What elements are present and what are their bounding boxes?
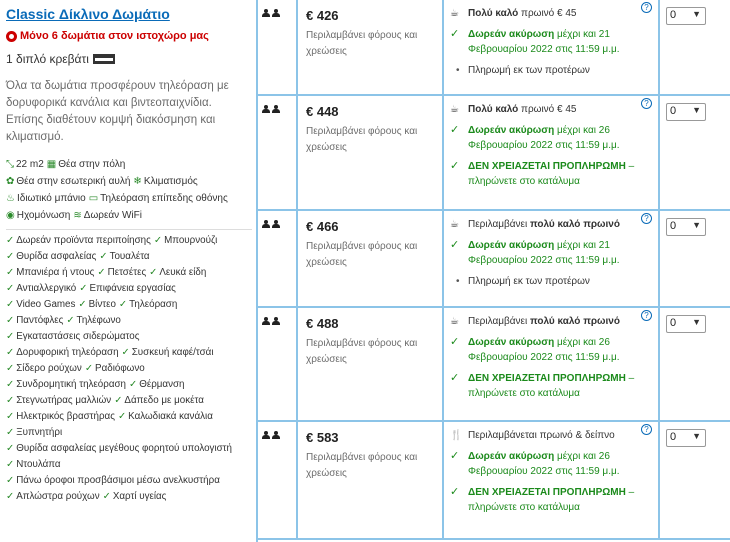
- no-prepay-text: – πληρώνετε στο κατάλυμα: [468, 373, 635, 399]
- amenity-line: [6, 249, 252, 265]
- conditions-cell: [444, 96, 660, 209]
- meal-bold: Πολύ καλό: [468, 8, 519, 19]
- check-icon: ✓: [99, 251, 108, 262]
- amenity-item: Δορυφορική τηλεόραση: [16, 347, 119, 358]
- amenity-item: Βίντεο: [88, 299, 116, 310]
- info-icon[interactable]: ?: [641, 2, 652, 13]
- chevron-down-icon: ▼: [692, 317, 701, 327]
- amenity-line: [6, 313, 252, 329]
- check-icon: ✓: [450, 450, 460, 462]
- check-icon: ✓: [6, 427, 15, 438]
- feature-text: Ηχομόνωση: [16, 210, 71, 221]
- conditions-cell: [444, 0, 660, 94]
- check-icon: ✓: [6, 251, 15, 262]
- check-icon: ✓: [114, 395, 123, 406]
- tax-note: Περιλαμβάνει φόρους και χρεώσεις: [306, 30, 418, 57]
- meal-text: Περιλαμβάνει: [468, 316, 530, 327]
- size-icon: ⤡: [6, 159, 14, 170]
- chevron-down-icon: ▼: [692, 105, 701, 115]
- quantity-value: 0: [670, 317, 677, 329]
- meal-info: [450, 314, 658, 329]
- check-icon: ✓: [6, 299, 15, 310]
- amenity-line: [6, 377, 252, 393]
- amenity-item: Θυρίδα ασφαλείας: [16, 251, 97, 262]
- check-icon: ✓: [450, 239, 460, 251]
- tax-note: Περιλαμβάνει φόρους και χρεώσεις: [306, 126, 418, 153]
- check-icon: ✓: [6, 459, 15, 470]
- feature-line: [6, 173, 252, 190]
- check-icon: ✓: [118, 299, 128, 310]
- amenity-item: Δάπεδο με μοκέτα: [124, 395, 204, 406]
- cancel-text: μέχρι και 26 Φεβρουαρίου 2022 στις 11:59 μ.μ.: [468, 125, 620, 151]
- check-icon: ✓: [102, 491, 111, 502]
- two-guests-icon: [262, 215, 282, 233]
- amenity-item: Τουαλέτα: [109, 251, 150, 262]
- occupancy-cell: [258, 308, 298, 420]
- tax-note: Περιλαμβάνει φόρους και χρεώσεις: [306, 241, 418, 268]
- bed-text: 1 διπλό κρεβάτι: [6, 52, 89, 66]
- courtyard-view-icon: ✿: [6, 176, 15, 187]
- room-features: [6, 156, 252, 224]
- scarcity-notice: [6, 30, 252, 42]
- amenity-line: [6, 361, 252, 377]
- amenity-item: Λευκά είδη: [159, 267, 207, 278]
- price: € 466: [306, 219, 339, 234]
- amenity-item: Ηλεκτρικός βραστήρας: [16, 411, 115, 422]
- rate-option-row: [258, 0, 730, 96]
- amenity-item: Μπουρνούζι: [164, 235, 218, 246]
- meal-bold: πολύ καλό πρωινό: [529, 219, 620, 230]
- amenity-item: Εγκαταστάσεις σιδερώματος: [16, 331, 140, 342]
- amenity-item: Μπανιέρα ή ντους: [16, 267, 95, 278]
- check-icon: ✓: [6, 363, 15, 374]
- quantity-value: 0: [670, 431, 677, 443]
- no-prepay-text: – πληρώνετε στο κατάλυμα: [468, 487, 635, 513]
- check-icon: ✓: [6, 395, 15, 406]
- info-icon[interactable]: ?: [641, 98, 652, 109]
- check-icon: ✓: [153, 235, 163, 246]
- amenity-item: Τηλέφωνο: [76, 315, 121, 326]
- amenity-item: Θέρμανση: [139, 379, 185, 390]
- flat-tv-icon: ▭: [88, 193, 99, 204]
- conditions-cell: [444, 422, 660, 538]
- cancel-text: μέχρι και 26 Φεβρουαρίου 2022 στις 11:59 μ.μ.: [468, 337, 620, 363]
- payment-info: [450, 63, 658, 78]
- amenity-item: Video Games: [16, 299, 76, 310]
- room-info-panel: [0, 0, 258, 542]
- check-icon: ✓: [450, 372, 460, 384]
- check-icon: ✓: [149, 267, 158, 278]
- chevron-down-icon: ▼: [692, 9, 701, 19]
- coffee-icon: ☕: [450, 219, 459, 230]
- cancel-bold: Δωρεάν ακύρωση: [468, 451, 555, 462]
- chevron-down-icon: ▼: [692, 220, 701, 230]
- amenity-line: [6, 393, 252, 409]
- free-cancellation: [450, 123, 658, 153]
- quantity-value: 0: [670, 220, 677, 232]
- feature-text: Ιδιωτικό μπάνιο: [16, 193, 86, 204]
- quantity-cell: [660, 422, 730, 538]
- occupancy-cell: [258, 422, 298, 538]
- amenity-item: Απλώστρα ρούχων: [16, 491, 100, 502]
- feature-line: [6, 207, 252, 224]
- amenity-item: Ραδιόφωνο: [95, 363, 145, 374]
- feature-text: Τηλεόραση επίπεδης οθόνης: [100, 193, 228, 204]
- amenity-item: Τηλεόραση: [129, 299, 178, 310]
- price: € 448: [306, 104, 339, 119]
- price-cell: [298, 422, 444, 538]
- amenity-line: [6, 409, 252, 425]
- meal-text: πρωινό € 45: [518, 104, 577, 115]
- amenity-item: Ντουλάπα: [16, 459, 61, 470]
- price-cell: [298, 96, 444, 209]
- meal-info: [450, 102, 658, 117]
- check-icon: ✓: [450, 124, 460, 136]
- amenity-line: [6, 489, 252, 505]
- room-quantity-select[interactable]: [666, 429, 706, 447]
- rate-option-row: [258, 96, 730, 211]
- check-icon: ✓: [6, 491, 15, 502]
- amenity-line: [6, 425, 252, 441]
- feature-text: Δωρεάν WiFi: [83, 210, 142, 221]
- amenity-line: [6, 265, 252, 281]
- check-icon: ✓: [450, 160, 460, 172]
- amenity-item: Δωρεάν προϊόντα περιποίησης: [16, 235, 151, 246]
- meal-info: [450, 428, 658, 443]
- occupancy-cell: [258, 211, 298, 306]
- no-prepayment: [450, 159, 658, 189]
- quantity-cell: [660, 211, 730, 306]
- check-icon: ✓: [97, 267, 106, 278]
- two-guests-icon: [262, 426, 282, 444]
- check-icon: ✓: [6, 443, 15, 454]
- amenity-line: [6, 457, 252, 473]
- room-quantity-select[interactable]: [666, 315, 706, 333]
- meal-text: Περιλαμβάνεται πρωινό & δείπνο: [468, 430, 615, 441]
- meal-info: [450, 6, 658, 21]
- tax-note: Περιλαμβάνει φόρους και χρεώσεις: [306, 452, 418, 479]
- check-icon: ✓: [117, 411, 127, 422]
- soundproof-icon: ◉: [6, 210, 15, 221]
- meal-bold: Πολύ καλό: [468, 104, 519, 115]
- occupancy-cell: [258, 96, 298, 209]
- amenity-item: Ξυπνητήρι: [16, 427, 63, 438]
- amenity-line: [6, 329, 252, 345]
- payment-info: [450, 274, 658, 289]
- check-icon: ✓: [450, 486, 460, 498]
- conditions-cell: [444, 211, 660, 306]
- two-guests-icon: [262, 312, 282, 330]
- free-cancellation: [450, 27, 658, 57]
- scarcity-text: Μόνο 6 δωμάτια στον ιστοχώρο μας: [20, 30, 209, 42]
- bed-icon: [93, 54, 115, 64]
- quantity-cell: [660, 0, 730, 94]
- amenity-line: [6, 441, 252, 457]
- two-guests-icon: [262, 4, 282, 22]
- meal-bold: πολύ καλό πρωινό: [529, 316, 620, 327]
- amenity-line: [6, 281, 252, 297]
- amenity-item: Θυρίδα ασφαλείας μεγέθους φορητού υπολογιστή: [16, 443, 232, 454]
- info-icon[interactable]: ?: [641, 213, 652, 224]
- cancel-text: μέχρι και 26 Φεβρουαρίου 2022 στις 11:59 μ.μ.: [468, 451, 620, 477]
- amenities-list: [6, 233, 252, 505]
- rate-option-row: [258, 308, 730, 422]
- rate-option-row: [258, 422, 730, 540]
- check-icon: ✓: [6, 379, 15, 390]
- quantity-cell: [660, 96, 730, 209]
- check-icon: ✓: [450, 336, 460, 348]
- check-icon: ✓: [6, 331, 15, 342]
- cutlery-icon: 🍴: [450, 430, 463, 441]
- occupancy-cell: [258, 0, 298, 94]
- price-cell: [298, 308, 444, 420]
- amenity-item: Πάνω όροφοι προσβάσιμοι μέσω ανελκυστήρα: [16, 475, 220, 486]
- check-icon: ✓: [66, 315, 75, 326]
- check-icon: ✓: [450, 28, 460, 40]
- info-icon[interactable]: ?: [641, 424, 652, 435]
- check-icon: ✓: [6, 475, 15, 486]
- check-icon: ✓: [78, 299, 87, 310]
- meal-text: Περιλαμβάνει: [468, 219, 530, 230]
- feature-line: [6, 156, 252, 173]
- amenity-item: Συνδρομητική τηλεόραση: [16, 379, 126, 390]
- wifi-icon: ≋: [73, 210, 82, 221]
- check-icon: ✓: [6, 235, 15, 246]
- amenity-item: Σίδερο ρούχων: [16, 363, 82, 374]
- no-prepay-text: – πληρώνετε στο κατάλυμα: [468, 161, 635, 187]
- price-cell: [298, 0, 444, 94]
- cancel-bold: Δωρεάν ακύρωση: [468, 29, 555, 40]
- price: € 426: [306, 8, 339, 23]
- check-icon: ✓: [6, 315, 15, 326]
- payment-text: Πληρωμή εκ των προτέρων: [468, 65, 590, 76]
- amenity-item: Αντιαλλεργικό: [16, 283, 77, 294]
- amenity-line: [6, 345, 252, 361]
- room-quantity-select[interactable]: [666, 103, 706, 121]
- quantity-value: 0: [670, 9, 677, 21]
- coffee-icon: ☕: [450, 104, 459, 115]
- free-cancellation: [450, 335, 658, 365]
- amenity-item: Επιφάνεια εργασίας: [89, 283, 176, 294]
- amenity-item: Παντόφλες: [16, 315, 64, 326]
- coffee-icon: ☕: [450, 8, 459, 19]
- no-prepay-bold: ΔΕΝ ΧΡΕΙΑΖΕΤΑΙ ΠΡΟΠΛΗΡΩΜΗ: [468, 373, 626, 384]
- chevron-down-icon: ▼: [692, 431, 701, 441]
- meal-info: [450, 217, 658, 232]
- price: € 583: [306, 430, 339, 445]
- no-prepayment: [450, 371, 658, 401]
- air-conditioning-icon: ❄: [133, 176, 142, 187]
- price-cell: [298, 211, 444, 306]
- amenity-item: Χαρτί υγείας: [112, 491, 167, 502]
- free-cancellation: [450, 449, 658, 479]
- tax-note: Περιλαμβάνει φόρους και χρεώσεις: [306, 338, 418, 365]
- free-cancellation: [450, 238, 658, 268]
- feature-text: Θέα στην εσωτερική αυλή: [16, 176, 131, 187]
- feature-line: [6, 190, 252, 207]
- check-icon: ✓: [128, 379, 138, 390]
- cancel-bold: Δωρεάν ακύρωση: [468, 337, 555, 348]
- room-quantity-select[interactable]: [666, 218, 706, 236]
- no-prepay-bold: ΔΕΝ ΧΡΕΙΑΖΕΤΑΙ ΠΡΟΠΛΗΡΩΜΗ: [468, 161, 626, 172]
- payment-text: Πληρωμή εκ των προτέρων: [468, 276, 590, 287]
- info-icon[interactable]: ?: [641, 310, 652, 321]
- cancel-text: μέχρι και 21 Φεβρουαρίου 2022 στις 11:59 μ.μ.: [468, 240, 620, 266]
- two-guests-icon: [262, 100, 282, 118]
- feature-text: Θέα στην πόλη: [58, 159, 126, 170]
- cancel-bold: Δωρεάν ακύρωση: [468, 240, 555, 251]
- no-prepayment: [450, 485, 658, 515]
- divider: [6, 229, 252, 230]
- amenity-line: [6, 473, 252, 489]
- check-icon: ✓: [6, 283, 15, 294]
- amenity-item: Πετσέτες: [107, 267, 147, 278]
- cancel-bold: Δωρεάν ακύρωση: [468, 125, 555, 136]
- meal-text: πρωινό € 45: [518, 8, 577, 19]
- check-icon: ✓: [6, 411, 15, 422]
- feature-text: Κλιματισμός: [143, 176, 198, 187]
- room-name-link[interactable]: Classic Δίκλινο Δωμάτιο: [6, 6, 170, 22]
- check-icon: ✓: [121, 347, 130, 358]
- amenity-line: [6, 297, 252, 313]
- bullet-icon: •: [456, 65, 460, 76]
- bed-info: [6, 52, 252, 66]
- amenity-item: Στεγνωτήρας μαλλιών: [16, 395, 112, 406]
- bathroom-icon: ♨: [6, 193, 15, 204]
- room-quantity-select[interactable]: [666, 7, 706, 25]
- coffee-icon: ☕: [450, 316, 459, 327]
- quantity-value: 0: [670, 105, 677, 117]
- alert-icon: [6, 31, 17, 42]
- room-description: Όλα τα δωμάτια προσφέρουν τηλεόραση με δορυφορικά κανάλια και βιντεοπαιχνίδια. Επίσης διαθέτουν κομψή διακόσμηση και κλιματισμό.: [6, 80, 229, 143]
- rate-option-row: [258, 211, 730, 308]
- check-icon: ✓: [6, 267, 15, 278]
- bullet-icon: •: [456, 276, 460, 287]
- amenity-line: [6, 233, 252, 249]
- check-icon: ✓: [6, 347, 15, 358]
- feature-text: 22 m2: [16, 159, 44, 170]
- check-icon: ✓: [79, 283, 88, 294]
- city-view-icon: ▦: [46, 159, 57, 170]
- check-icon: ✓: [84, 363, 94, 374]
- amenity-item: Καλωδιακά κανάλια: [128, 411, 213, 422]
- no-prepay-bold: ΔΕΝ ΧΡΕΙΑΖΕΤΑΙ ΠΡΟΠΛΗΡΩΜΗ: [468, 487, 626, 498]
- conditions-cell: [444, 308, 660, 420]
- cancel-text: μέχρι και 21 Φεβρουαρίου 2022 στις 11:59 μ.μ.: [468, 29, 620, 55]
- amenity-item: Συσκευή καφέ/τσάι: [131, 347, 214, 358]
- quantity-cell: [660, 308, 730, 420]
- price: € 488: [306, 316, 339, 331]
